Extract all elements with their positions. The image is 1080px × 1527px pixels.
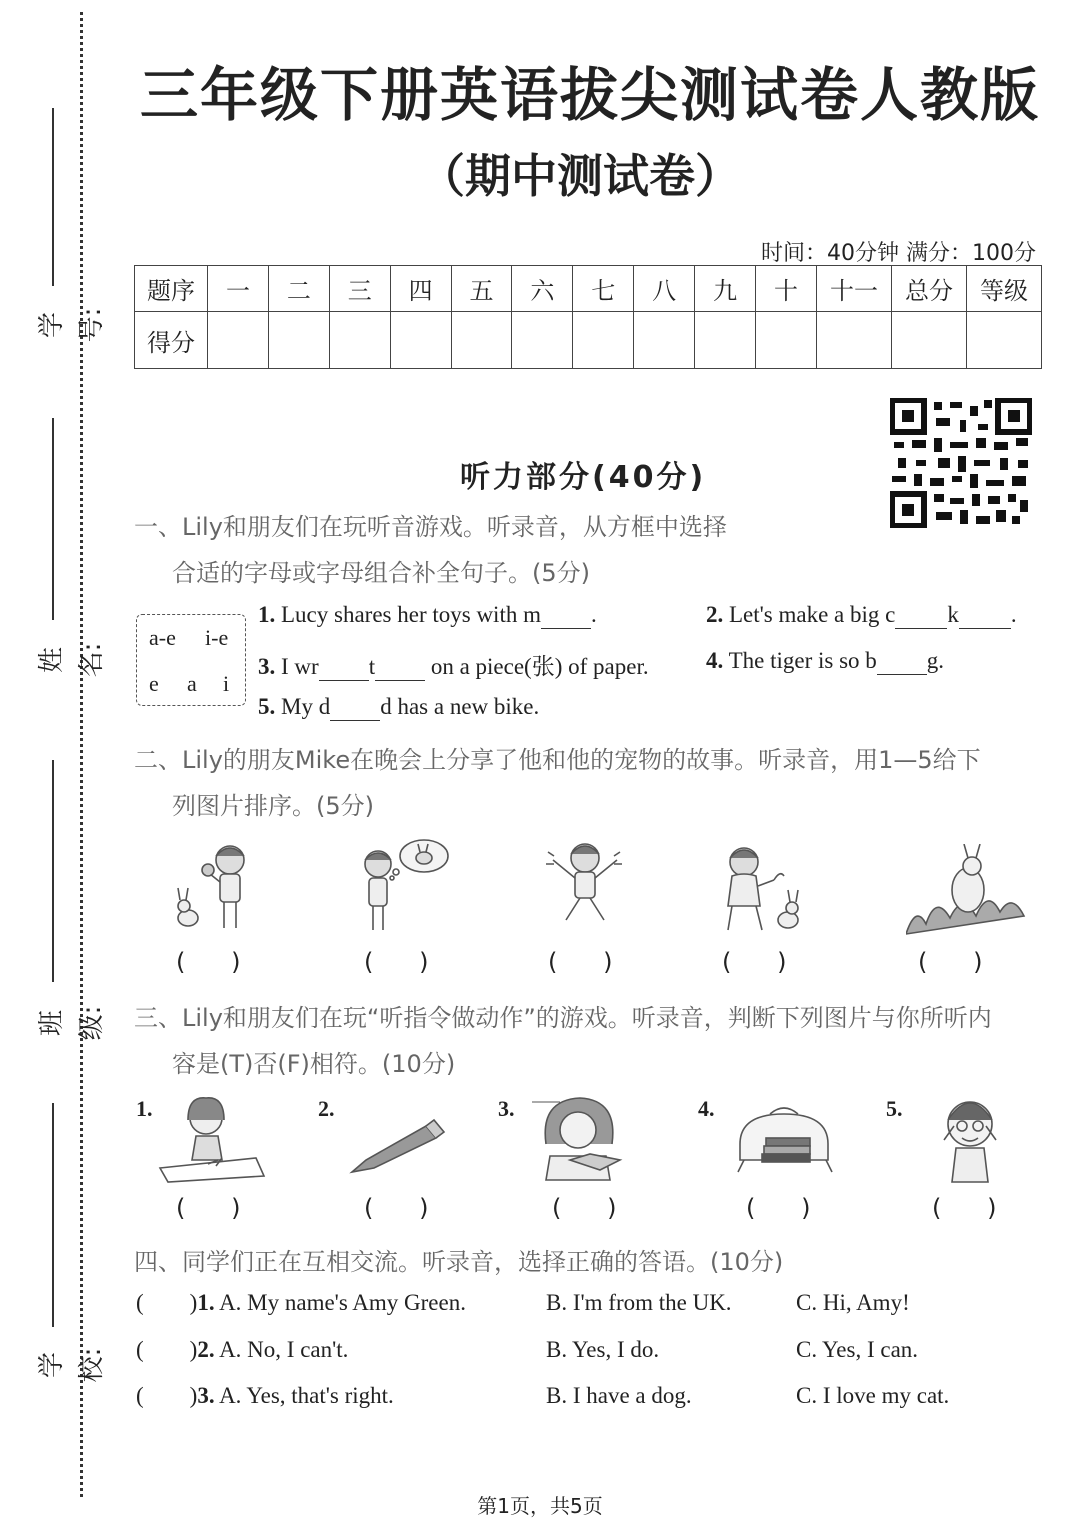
q3-answer-paren-2[interactable]: ( ) xyxy=(364,1194,429,1222)
student-id-line xyxy=(52,108,54,286)
score-col-6: 六 xyxy=(512,266,573,312)
q3-item-number-4: 4. xyxy=(698,1096,715,1121)
q2-answer-paren-1[interactable]: ( ) xyxy=(176,948,241,976)
name-label: 姓名: xyxy=(37,642,107,678)
choice-i-e: i-e xyxy=(205,625,229,650)
girl-drawing-picture xyxy=(158,1094,268,1184)
page-footer: 第1页，共5页 xyxy=(477,1494,603,1518)
score-cell[interactable] xyxy=(573,312,634,369)
q4-item-1: ( )1. A. My name's Amy Green. xyxy=(136,1290,466,1315)
q3-item-number-5: 5. xyxy=(886,1096,903,1121)
q4-item-3-option-c: C. I love my cat. xyxy=(796,1383,950,1408)
q4-item-2: ( )2. A. No, I can't. xyxy=(136,1337,349,1362)
score-col-10: 十 xyxy=(756,266,817,312)
score-col-5: 五 xyxy=(451,266,512,312)
q1-title: 一、Lily和朋友们在玩听音游戏。听录音，从方框中选择 xyxy=(134,513,727,541)
score-cell[interactable] xyxy=(634,312,695,369)
score-col-1: 一 xyxy=(208,266,269,312)
q3-item-number-1: 1. xyxy=(136,1096,153,1121)
pen-picture xyxy=(346,1118,446,1178)
page-title: 三年级下册英语拔尖测试卷人教版 xyxy=(140,61,1041,129)
score-cell[interactable] xyxy=(268,312,329,369)
score-cell[interactable] xyxy=(817,312,892,369)
schoolbag-books-picture xyxy=(730,1104,840,1176)
choice-i: i xyxy=(223,671,230,696)
q2-title-cont: 列图片排序。(5分) xyxy=(172,792,374,820)
q4-item-3-option-b: B. I have a dog. xyxy=(546,1383,692,1408)
answer-blank[interactable] xyxy=(541,602,591,629)
qr-code-icon xyxy=(890,398,1032,528)
score-cell[interactable] xyxy=(892,312,967,369)
q1-item-2: 2. Let's make a big c k . xyxy=(706,602,1017,627)
q4-item-3: ( )3. A. Yes, that's right. xyxy=(136,1383,394,1408)
score-cell[interactable] xyxy=(695,312,756,369)
q2-answer-paren-4[interactable]: ( ) xyxy=(722,948,787,976)
answer-blank[interactable] xyxy=(330,694,380,721)
q2-answer-paren-3[interactable]: ( ) xyxy=(548,948,613,976)
q1-item-4: 4. The tiger is so b g. xyxy=(706,648,945,673)
score-col-grade: 等级 xyxy=(967,266,1042,312)
score-col-3: 三 xyxy=(329,266,390,312)
girl-reading-picture xyxy=(530,1094,650,1184)
score-table-header: 题序 xyxy=(135,266,208,312)
class-label: 班级: xyxy=(37,1005,107,1041)
q3-item-number-3: 3. xyxy=(498,1096,515,1121)
q1-item-1: 1. Lucy shares her toys with m . xyxy=(258,602,597,627)
score-cell[interactable] xyxy=(451,312,512,369)
answer-blank[interactable] xyxy=(319,654,369,681)
letter-choice-box xyxy=(136,614,246,706)
score-col-total: 总分 xyxy=(892,266,967,312)
q4-title: 四、同学们正在互相交流。听录音，选择正确的答语。(10分) xyxy=(134,1248,784,1276)
boy-feeding-rabbit-picture xyxy=(712,840,812,940)
school-line xyxy=(52,1103,54,1327)
q1-item-5: 5. My d d has a new bike. xyxy=(258,694,540,719)
answer-blank[interactable] xyxy=(895,602,947,629)
rabbit-on-grass-picture xyxy=(906,844,1026,939)
q4-item-1-option-c: C. Hi, Amy! xyxy=(796,1290,910,1315)
q1-title-cont: 合适的字母或字母组合补全句子。(5分) xyxy=(172,559,590,587)
answer-blank[interactable] xyxy=(877,648,927,675)
q4-answer-paren[interactable]: ( ) xyxy=(136,1290,198,1315)
q3-title: 三、Lily和朋友们在玩“听指令做动作”的游戏。听录音，判断下列图片与你所听内 xyxy=(134,1004,992,1032)
q4-item-1-option-b: B. I'm from the UK. xyxy=(546,1290,732,1315)
q2-answer-paren-2[interactable]: ( ) xyxy=(364,948,429,976)
score-cell[interactable] xyxy=(512,312,573,369)
score-col-4: 四 xyxy=(390,266,451,312)
q4-answer-paren[interactable]: ( ) xyxy=(136,1337,198,1362)
score-cell[interactable] xyxy=(756,312,817,369)
q4-item-2-option-c: C. Yes, I can. xyxy=(796,1337,919,1362)
boy-touching-eyes-picture xyxy=(930,1090,1010,1186)
q3-answer-paren-4[interactable]: ( ) xyxy=(746,1194,811,1222)
score-col-7: 七 xyxy=(573,266,634,312)
score-cell[interactable] xyxy=(390,312,451,369)
boy-jumping-picture xyxy=(540,838,630,938)
binding-dotted-line xyxy=(80,12,83,1497)
score-row-label: 得分 xyxy=(135,312,208,369)
score-cell[interactable] xyxy=(329,312,390,369)
school-label: 学校: xyxy=(37,1347,107,1383)
choice-e: e xyxy=(149,671,159,696)
q3-answer-paren-1[interactable]: ( ) xyxy=(176,1194,241,1222)
q4-answer-paren[interactable]: ( ) xyxy=(136,1383,198,1408)
boy-with-rabbit-picture xyxy=(170,838,260,938)
listening-section-title: 听力部分(40分) xyxy=(460,460,707,495)
answer-blank[interactable] xyxy=(959,602,1011,629)
score-cell[interactable] xyxy=(208,312,269,369)
q3-answer-paren-5[interactable]: ( ) xyxy=(932,1194,997,1222)
q2-answer-paren-5[interactable]: ( ) xyxy=(918,948,983,976)
page-subtitle: （期中测试卷） xyxy=(419,149,741,203)
answer-blank[interactable] xyxy=(375,654,425,681)
score-col-9: 九 xyxy=(695,266,756,312)
boy-thinking-rabbit-picture xyxy=(352,836,452,936)
q3-title-cont: 容是(T)否(F)相符。(10分) xyxy=(172,1050,456,1078)
q1-item-3: 3. I wr t on a piece(张) of paper. xyxy=(258,654,649,679)
q2-title: 二、Lily的朋友Mike在晚会上分享了他和他的宠物的故事。听录音，用1—5给下 xyxy=(134,746,981,774)
score-table xyxy=(134,265,1042,369)
name-line xyxy=(52,418,54,620)
score-col-8: 八 xyxy=(634,266,695,312)
score-cell[interactable] xyxy=(967,312,1042,369)
score-col-11: 十一 xyxy=(817,266,892,312)
student-id-label: 学号: xyxy=(37,307,107,343)
choice-a-e: a-e xyxy=(149,625,176,650)
q4-item-2-option-b: B. Yes, I do. xyxy=(546,1337,660,1362)
score-col-2: 二 xyxy=(268,266,329,312)
class-line xyxy=(52,760,54,982)
time-info: 时间：40分钟 满分：100分 xyxy=(761,241,1036,266)
q3-item-number-2: 2. xyxy=(318,1096,335,1121)
q3-answer-paren-3[interactable]: ( ) xyxy=(552,1194,617,1222)
choice-a: a xyxy=(187,671,197,696)
